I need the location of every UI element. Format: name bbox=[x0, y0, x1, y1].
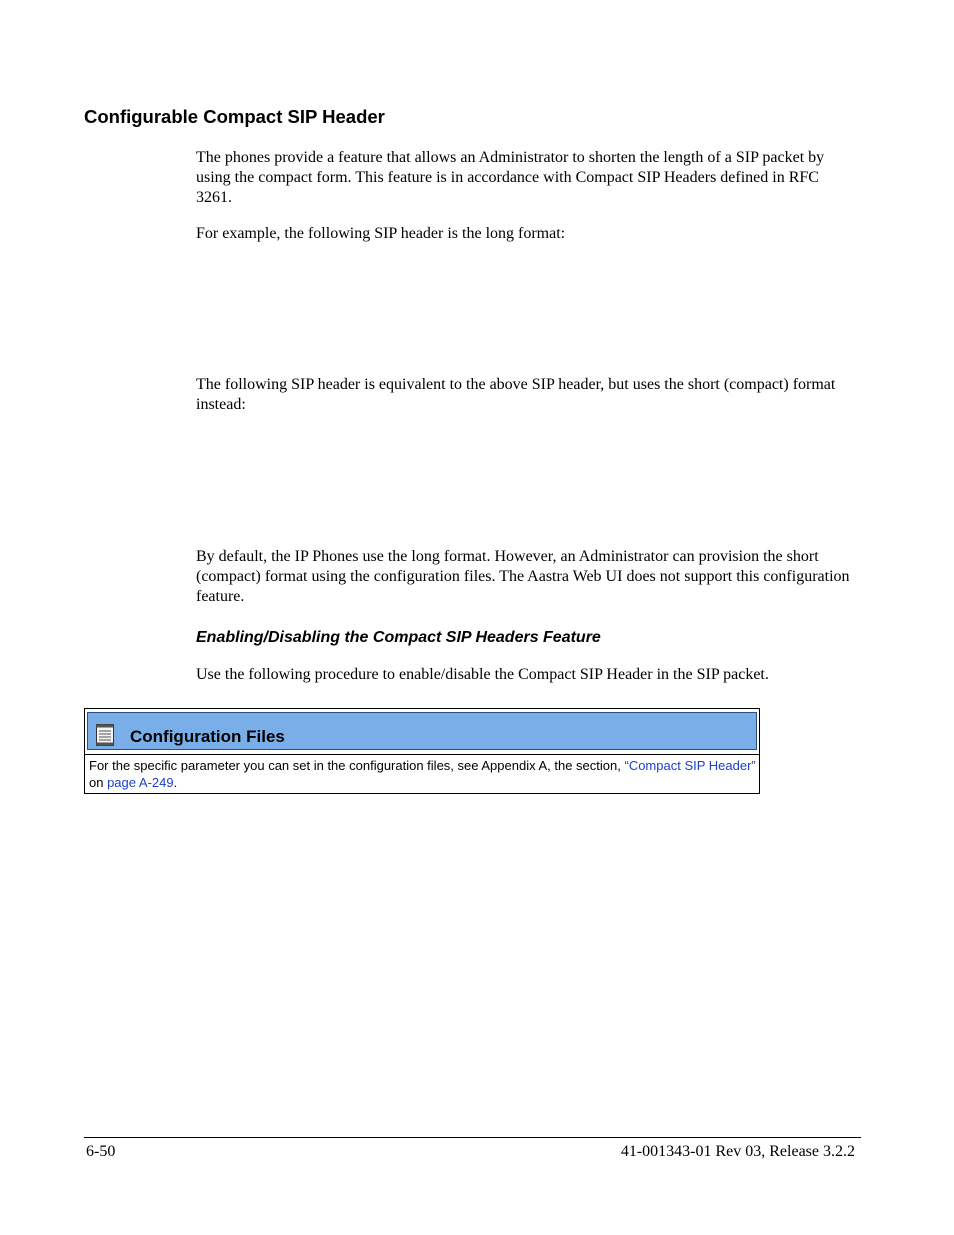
page-reference-link[interactable]: page A-249 bbox=[107, 775, 174, 790]
subsection-heading: Enabling/Disabling the Compact SIP Headers Feature bbox=[196, 629, 601, 646]
configuration-files-text bbox=[89, 757, 757, 791]
default-format-paragraph: By default, the IP Phones use the long format. However, an Administrator can provision the short (compact) format using the configuration files. The Aastra Web UI does not support this configuration feature. bbox=[196, 548, 850, 605]
example-short-paragraph: The following SIP header is equivalent to the above SIP header, but uses the short (compact) format instead: bbox=[196, 376, 836, 413]
compact-sip-header-link[interactable]: “Compact SIP Header” bbox=[624, 758, 756, 773]
config-text-before: For the specific parameter you can set in the configuration files, see Appendix A, the section, bbox=[89, 758, 625, 773]
intro-paragraph: The phones provide a feature that allows an Administrator to shorten the length of a SIP packet by using the compact form. This feature is in accordance with Compact SIP Headers defined in RFC 3261. bbox=[196, 149, 825, 206]
configuration-files-header bbox=[87, 712, 757, 750]
procedure-intro-paragraph: Use the following procedure to enable/disable the Compact SIP Header in the SIP packet. bbox=[196, 666, 769, 683]
configuration-files-box bbox=[84, 708, 760, 794]
box-divider bbox=[85, 754, 759, 755]
section-heading: Configurable Compact SIP Header bbox=[84, 106, 385, 127]
footer-page-number: 6-50 bbox=[86, 1143, 116, 1160]
example-long-paragraph: For example, the following SIP header is the long format: bbox=[196, 225, 566, 242]
footer-rule bbox=[84, 1137, 861, 1138]
configuration-files-title: Configuration Files bbox=[130, 727, 285, 746]
document-icon bbox=[95, 723, 115, 747]
config-text-middle: on bbox=[89, 775, 108, 790]
footer-doc-id: 41-001343-01 Rev 03, Release 3.2.2 bbox=[620, 1143, 855, 1160]
config-text-after: . bbox=[173, 775, 178, 790]
